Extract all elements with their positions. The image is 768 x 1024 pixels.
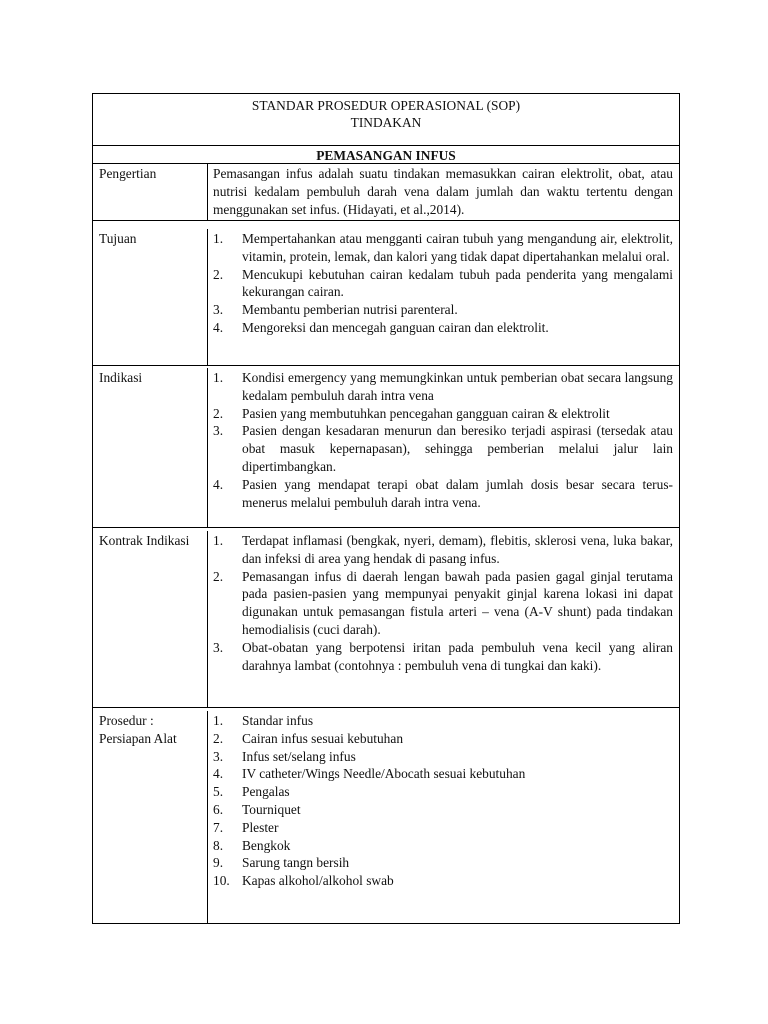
item-number: 1. bbox=[213, 231, 224, 246]
item-text: Infus set/selang infus bbox=[242, 748, 356, 764]
item-number: 4. bbox=[213, 319, 224, 335]
list-item bbox=[213, 568, 673, 639]
list-item bbox=[213, 854, 673, 872]
item-number: 2. bbox=[213, 405, 224, 421]
list-item bbox=[213, 712, 673, 730]
label-prosedur-title: Prosedur : bbox=[99, 713, 154, 728]
row-kontra-indikasi bbox=[93, 528, 679, 708]
list-item bbox=[213, 422, 673, 475]
label-pengertian: Pengertian bbox=[93, 164, 208, 220]
content-indikasi bbox=[208, 368, 679, 527]
item-text: Kapas alkohol/alkohol swab bbox=[242, 873, 394, 889]
item-number: 3. bbox=[213, 639, 224, 655]
procedure-title: PEMASANGAN INFUS bbox=[93, 146, 679, 164]
list-item bbox=[213, 301, 673, 319]
item-text: Membantu pemberian nutrisi parenteral. bbox=[242, 302, 458, 318]
item-text: Tourniquet bbox=[242, 801, 301, 817]
item-text: Cairan infus sesuai kebutuhan bbox=[242, 730, 404, 746]
list-item bbox=[213, 369, 673, 405]
item-text: Pasien yang membutuhkan pencegahan gangguan cairan & elektrolit bbox=[242, 405, 610, 421]
list-tujuan bbox=[213, 230, 673, 337]
item-number: 3. bbox=[213, 748, 224, 764]
row-prosedur bbox=[93, 708, 679, 923]
item-number: 9. bbox=[213, 855, 224, 871]
list-item bbox=[213, 837, 673, 855]
list-indikasi bbox=[213, 369, 673, 511]
item-number: 2. bbox=[213, 730, 224, 746]
item-number: 2. bbox=[213, 568, 224, 584]
list-item bbox=[213, 748, 673, 766]
item-number: 8. bbox=[213, 837, 224, 853]
label-prosedur bbox=[93, 711, 208, 923]
list-item bbox=[213, 730, 673, 748]
item-number: 1. bbox=[213, 533, 224, 548]
item-number: 10. bbox=[213, 873, 230, 889]
text-pengertian: Pemasangan infus adalah suatu tindakan memasukkan cairan elektrolit, obat, atau nutrisi kedalam pembuluh darah vena dalam jumlah dan waktu tertentu dengan menggunakan set infus. (Hidayati, et al.,2014). bbox=[213, 166, 673, 217]
list-item bbox=[213, 783, 673, 801]
label-kontra-indikasi: Kontrak Indikasi bbox=[93, 531, 208, 707]
item-text: Pasien dengan kesadaran menurun dan beresiko terjadi aspirasi (tersedak atau obat masuk kepernapasan), sehingga pemberian melalui jalur lain dipertimbangkan. bbox=[242, 423, 673, 474]
sop-table bbox=[92, 93, 680, 924]
label-tujuan: Tujuan bbox=[93, 229, 208, 365]
item-text: Obat-obatan yang berpotensi iritan pada pembuluh vena kecil yang aliran darahnya lambat (contohnya : pembuluh vena di tungkai dan kaki). bbox=[242, 639, 673, 673]
item-text: Kondisi emergency yang memungkinkan untuk pemberian obat secara langsung kedalam pembuluh darah intra vena bbox=[242, 370, 673, 403]
item-text: Mengoreksi dan mencegah ganguan cairan dan elektrolit. bbox=[242, 319, 549, 335]
item-text: Pasien yang mendapat terapi obat dalam jumlah dosis besar secara terus- menerus melalui pembuluh darah intra vena. bbox=[242, 476, 673, 510]
item-number: 6. bbox=[213, 801, 224, 817]
list-item bbox=[213, 230, 673, 266]
item-text: Sarung tangn bersih bbox=[242, 855, 350, 871]
list-item bbox=[213, 872, 673, 890]
item-number: 4. bbox=[213, 476, 224, 492]
item-text: IV catheter/Wings Needle/Abocath sesuai kebutuhan bbox=[242, 766, 526, 782]
item-number: 1. bbox=[213, 370, 224, 385]
item-text: Pengalas bbox=[242, 784, 290, 800]
document-header bbox=[93, 94, 679, 146]
item-number: 5. bbox=[213, 784, 224, 800]
list-item bbox=[213, 532, 673, 568]
content-tujuan bbox=[208, 229, 679, 365]
item-text: Terdapat inflamasi (bengkak, nyeri, demam), flebitis, sklerosi vena, luka bakar, dan infeksi di area yang hendak di pasang infus. bbox=[242, 533, 673, 566]
label-indikasi: Indikasi bbox=[93, 368, 208, 527]
list-item bbox=[213, 639, 673, 675]
header-subtitle: TINDAKAN bbox=[350, 115, 422, 130]
row-indikasi bbox=[93, 366, 679, 528]
row-pengertian bbox=[93, 164, 679, 221]
label-persiapan-alat: Persiapan Alat bbox=[99, 730, 177, 746]
item-number: 3. bbox=[213, 423, 224, 439]
header-title: STANDAR PROSEDUR OPERASIONAL (SOP) bbox=[251, 98, 521, 113]
content-prosedur bbox=[208, 711, 679, 923]
item-number: 7. bbox=[213, 819, 224, 835]
list-item bbox=[213, 405, 673, 423]
item-number: 4. bbox=[213, 766, 224, 782]
item-text: Bengkok bbox=[242, 837, 291, 853]
list-kontra-indikasi bbox=[213, 532, 673, 674]
item-number: 1. bbox=[213, 713, 224, 728]
list-item bbox=[213, 801, 673, 819]
list-item bbox=[213, 819, 673, 837]
item-text: Pemasangan infus di daerah lengan bawah pada pasien gagal ginjal terutama pada pasien-pasien yang mempunyai penyakit ginjal karena lokasi ini dapat digunakan untuk pemasangan fistula arteri – vena (A-V shunt) pada tindakan hemodialisis (cuci darah). bbox=[242, 568, 673, 637]
list-item bbox=[213, 319, 673, 337]
item-number: 2. bbox=[213, 266, 224, 282]
row-tujuan bbox=[93, 221, 679, 366]
list-item bbox=[213, 476, 673, 512]
item-text: Plester bbox=[242, 819, 279, 835]
content-kontra-indikasi bbox=[208, 531, 679, 707]
item-text: Standar infus bbox=[242, 713, 314, 728]
list-item bbox=[213, 765, 673, 783]
item-number: 3. bbox=[213, 302, 224, 318]
item-text: Mencukupi kebutuhan cairan kedalam tubuh pada penderita yang mengalami kekurangan cairan. bbox=[242, 266, 673, 300]
list-item bbox=[213, 266, 673, 302]
list-persiapan-alat bbox=[213, 712, 673, 890]
item-text: Mempertahankan atau mengganti cairan tubuh yang mengandung air, elektrolit, vitamin, protein, lemak, dan kalori yang tidak dapat dipertahankan melalui oral. bbox=[242, 231, 673, 264]
